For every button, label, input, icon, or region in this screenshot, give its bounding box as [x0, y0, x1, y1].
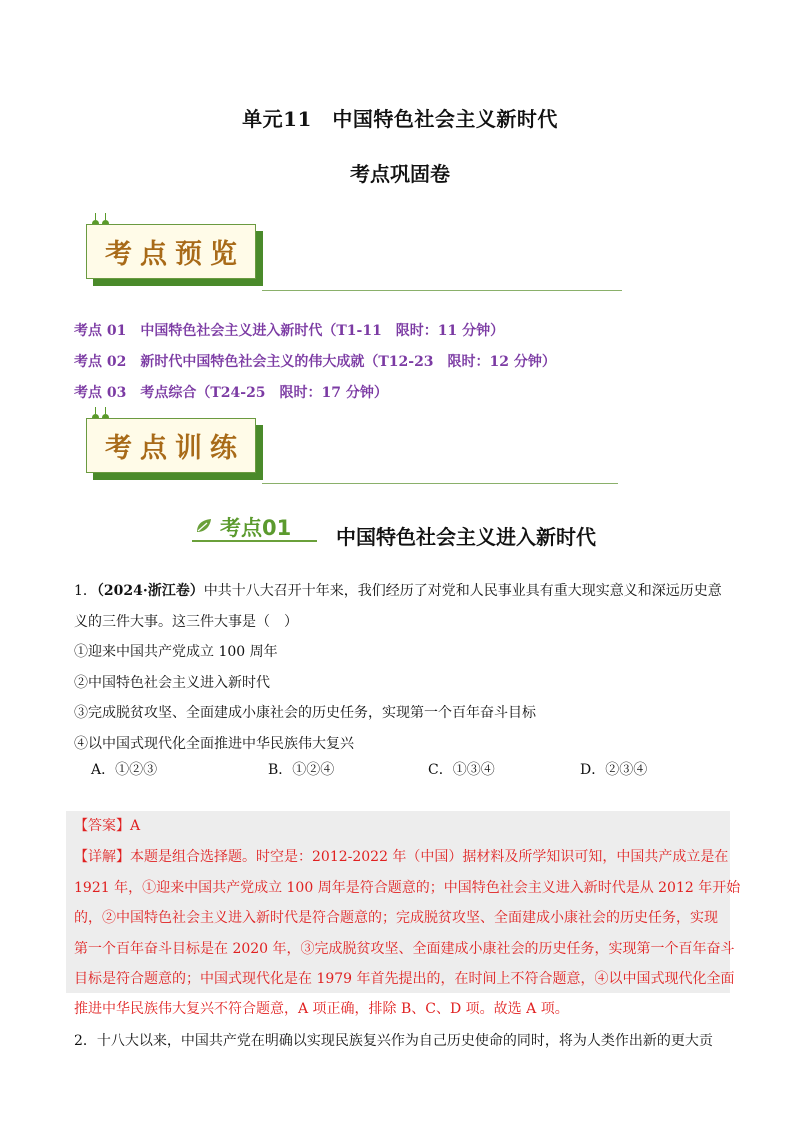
answer-box [66, 811, 730, 993]
option-a: A．①②③ [91, 762, 158, 778]
section-badge-label: 考点01 [220, 516, 292, 540]
section-badge [192, 510, 320, 542]
explanation-line: 第一个百年奋斗目标是在 2020 年，③完成脱贫攻坚、全面建成小康社会的历史任务，实现第一个百年奋斗 [74, 941, 735, 957]
kaodian-item-2: 考点 02 新时代中国特色社会主义的伟大成就（T12-23 限时：12 分钟） [74, 354, 556, 370]
question-1-item: ④以中国式现代化全面推进中华民族伟大复兴 [74, 736, 354, 752]
divider [262, 290, 622, 291]
question-1-item: ①迎来中国共产党成立 100 周年 [74, 644, 278, 660]
option-b: B．①②④ [268, 762, 335, 778]
explanation-line: 目标是符合题意的；中国式现代化是在 1979 年首先提出的，在时间上不符合题意，④以中国式现代化全面 [74, 971, 735, 987]
section-title: 中国特色社会主义进入新时代 [336, 525, 596, 549]
explanation-line: 的，②中国特色社会主义进入新时代是符合题意的；完成脱贫攻坚、全面建成小康社会的历史任务，实现 [74, 910, 718, 926]
option-d: D．②③④ [580, 762, 648, 778]
banner-preview-label: 考点预览 [105, 239, 245, 270]
banner-preview [86, 222, 266, 288]
question-2-stem: 2．十八大以来，中国共产党在明确以实现民族复兴作为自己历史使命的同时，将为人类作出新的更大贡 [74, 1033, 713, 1049]
question-1-stem-line1: 1．（2024·浙江卷）中共十八大召开十年来，我们经历了对党和人民事业具有重大现实意义和深远历史意 [74, 583, 722, 599]
explanation-line: 【详解】本题是组合选择题。时空是：2012-2022 年（中国）据材料及所学知识可知，中国共产成立是在 [74, 849, 729, 865]
banner-training [86, 416, 266, 482]
leaf-icon [194, 516, 214, 536]
page-subtitle: 考点巩固卷 [350, 162, 450, 186]
banner-training-label: 考点训练 [105, 433, 245, 464]
question-source: （2024·浙江卷） [96, 583, 204, 599]
page-title: 单元11 中国特色社会主义新时代 [242, 107, 558, 131]
explanation-line: 推进中华民族伟大复兴不符合题意，A 项正确，排除 B、C、D 项。故选 A 项。 [74, 1001, 569, 1017]
kaodian-item-1: 考点 01 中国特色社会主义进入新时代（T1-11 限时：11 分钟） [74, 323, 505, 339]
question-1-item: ②中国特色社会主义进入新时代 [74, 675, 270, 691]
explanation-line: 1921 年，①迎来中国共产党成立 100 周年是符合题意的；中国特色社会主义进入新时代是从 2012 年开始 [74, 880, 741, 896]
kaodian-item-3: 考点 03 考点综合（T24-25 限时：17 分钟） [74, 385, 388, 401]
divider [262, 483, 618, 484]
question-1-item: ③完成脱贫攻坚、全面建成小康社会的历史任务，实现第一个百年奋斗目标 [74, 705, 536, 721]
option-c: C．①③④ [428, 762, 495, 778]
question-1-stem-line2: 义的三件大事。这三件大事是（ ） [74, 614, 298, 630]
answer: 【答案】A [74, 818, 141, 834]
